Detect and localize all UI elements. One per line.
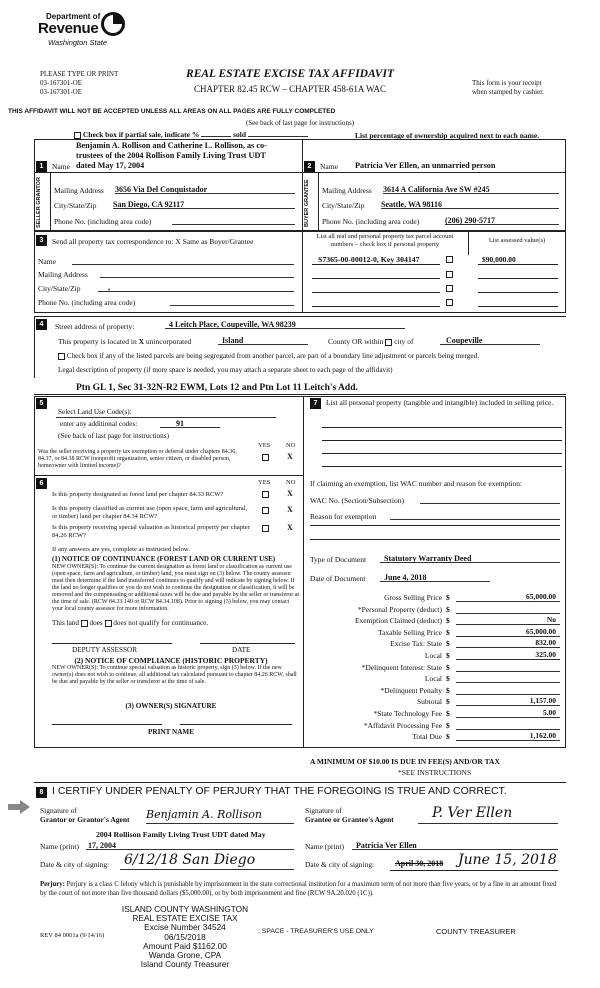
does-checkbox[interactable] [81,620,88,627]
notice-continuance-title: (1) NOTICE OF CONTINUANCE (FOREST LAND OR CURRENT USE) [52,555,276,563]
does-not-checkbox[interactable] [105,620,112,627]
doc-type[interactable]: Statutory Warranty Deed [380,554,560,563]
grantor-sig-label-1: Signature of [40,806,77,815]
please-type: PLEASE TYPE OR PRINT [40,70,119,78]
tax-row-currency: $ [446,616,450,626]
tax-row [306,662,564,674]
seller-side-label: SELLER GRANTOR [36,177,42,229]
tax-row [306,592,564,604]
tax-row [306,708,564,720]
section-8-number: 8 [36,787,47,798]
grantor-print-line-1: 2004 Rollison Family Living Trust UDT dated May [96,830,266,839]
stamp-line-1: ISLAND COUNTY WASHINGTON [121,904,249,914]
assessed-header: List assessed value(s) [488,237,546,244]
s3-name-label: Name [38,257,56,266]
stamp-line-2: REAL ESTATE EXCISE TAX [132,913,238,924]
tax-row-label: *State Technology Fee [373,708,442,718]
doc-date-label: Date of Document [310,574,366,583]
grantor-print-line-2[interactable]: 17, 2004 [86,841,294,850]
legal-label: Legal description of property (if more space is needed, you may attach a separate sheet to each page of the affidavit) [58,366,393,374]
tax-row-currency: $ [446,650,450,660]
section-5-number: 5 [36,398,47,409]
parcel-header: List all real and personal property tax parcel account numbers – check box if personal property [316,233,454,248]
exemption-claim-label: If claiming an exemption, list WAC number and reason for exemption: [310,479,523,488]
s5-no-header: NO [286,442,296,449]
if-yes-note: If any answers are yes, complete as instructed below. [52,546,190,553]
county-field[interactable]: Island [218,336,308,345]
tax-row-label: *Personal Property (deduct) [357,604,442,614]
historic-yes-checkbox[interactable] [262,525,269,532]
seller-mailing-label: Mailing Address [54,186,104,195]
tax-row-value[interactable] [456,685,560,695]
additional-code[interactable]: 91 [160,419,220,428]
stamp-line-7: Island County Treasurer [140,959,230,970]
buyer-mailing-address[interactable]: 3614 A California Ave SW #245 [383,185,559,194]
does-label: does [89,619,103,627]
buyer-city-label: City/State/Zip [322,201,365,210]
forest-no-answer[interactable]: X [287,489,293,498]
tax-row-value[interactable]: 65,000.00 [456,592,560,602]
treasurer-stamp [110,905,260,969]
tax-row-label: Total Due [412,732,442,742]
warning-banner: THIS AFFIDAVIT WILL NOT BE ACCEPTED UNLESS ALL AREAS ON ALL PAGES ARE FULLY COMPLETED [8,108,336,115]
tax-row-label: Local [424,674,442,684]
tax-row-value[interactable]: 1,157.00 [456,696,560,706]
tax-row-label: *Affidavit Processing Fee [363,720,442,730]
exemption-yes-checkbox[interactable] [262,454,269,461]
seller-name-line-1: Benjamin A. Rollison and Catherine L. Rollison, as co- [76,141,267,150]
doc-type-label: Type of Document [310,555,367,564]
notice-compliance-body: NEW OWNER(S): To continue special valuation as historic property, sign (3) below. If the new owner(s) does not wish to continue, all additional tax calculated pursuant to chapter 84.26 RCW, shall be due and payable by the seller or transferor at the time of sale. [52,665,297,685]
seller-phone-label: Phone No. (including area code) [54,217,152,226]
tax-row-label: Excise Tax: State [390,639,442,649]
tax-row-value[interactable] [456,720,560,730]
land-use-label: Select Land Use Code(s): [58,408,132,416]
unincorporated-mark[interactable]: X [138,337,145,346]
tax-row-currency: $ [446,662,450,672]
tax-row-label: *Delinquent Penalty [380,685,442,695]
tax-row-value[interactable]: 65,000.00 [456,627,560,637]
tax-row-value[interactable]: 5.00 [456,708,560,718]
receipt-note-2: when stamped by cashier. [472,88,544,96]
tax-row-currency: $ [446,639,450,649]
seller-city-label: City/State/Zip [54,201,97,210]
tax-row [306,673,564,685]
historic-question: Is this property receiving special valuation as historical property per chapter 84.26 RCW? [52,524,250,539]
percent-ownership-note: List percentage of ownership acquired next to each name. [355,131,540,140]
tax-row-value[interactable]: 832.00 [456,638,560,648]
grantee-date-struck: April 30, 2018 [395,859,444,868]
located-row [58,337,191,346]
parcel-number: S7365-00-00012-0, Key 304147 [318,255,420,264]
s6-yes-header: YES [258,479,271,486]
parcel-1-personal-checkbox[interactable] [446,256,453,263]
this-land-label: This land [52,619,79,627]
tax-row-label: *Delinquent Interest: State [361,662,442,672]
dept-of-text: Department of [46,12,101,21]
s3-phone-label: Phone No. (including area code) [38,298,136,307]
seller-phone[interactable] [172,216,295,225]
forest-yes-checkbox[interactable] [262,491,269,498]
section-2-number: 2 [304,161,315,172]
tax-row [306,685,564,697]
wac-field[interactable] [420,495,560,504]
personal-property-label: List all personal property (tangible and intangible) included in selling price. [326,398,554,407]
street-label: Street address of property: [55,322,135,331]
s3-phone-field[interactable] [170,297,294,306]
segregated-checkbox[interactable] [58,353,65,360]
s3-mailing-field[interactable] [100,269,294,278]
perjury-text: Perjury is a class C felony which is punishable by imprisonment in the state correctional institution for a maximum term of not more than five years, or by a fine in an amount fixed by the court of not more than five thousand dollars ($5,000.00), or by both imprisonment and fine (RCW 9A.20.020 (1C)). [40,881,557,897]
same-as-buyer-option[interactable]: X Same as Buyer/Grantee [175,237,254,246]
county-label [328,337,414,346]
tax-row [306,696,564,708]
segregated-row [58,352,479,360]
owner-signature-label: (3) OWNER(S) SIGNATURE [125,702,217,710]
legal-description: Ptn GL 1, Sec 31-32N-R2 EWM, Lots 12 and Ptn Lot 11 Leitch's Add. [76,383,358,393]
doc-date[interactable]: June 4, 2018 [380,573,490,582]
seller-name-label: Name [52,162,70,171]
tax-row-value[interactable]: 325.00 [456,650,560,660]
deputy-date-label: DATE [232,646,251,654]
buyer-side-label: BUYER GRANTEE [304,179,310,227]
sold-label: sold [233,130,247,139]
tax-row-label: Gross Selling Price [384,593,442,602]
tax-table [306,592,564,743]
tax-row-value[interactable]: 1,162.00 [456,731,560,741]
grantee-sig-label-2: Grantee or Grantee's Agent [305,815,394,824]
current-use-question: Is this property classified as current use (open space, farm and agricultural, or timber) land per chapter 84.34 RCW? [52,505,248,520]
dept-logo [38,10,128,56]
tax-row [306,720,564,732]
tax-row-currency: $ [446,720,450,730]
s3-mailing-label: Mailing Address [38,270,88,279]
grantee-print-name[interactable]: Patricia Ver Ellen [352,841,558,850]
s3-name-field[interactable] [72,256,294,265]
notice-continuance-body: NEW OWNER(S): To continue the current designation as forest land or classification as current use (open space, farm and agriculture, or timber) land, you must sign on (3) below. The county assessor must then determine if the land transferred continues to qualify and will indicate by signing below. If the land no longer qualifies or you do not wish to continue the designation or classification, it will be removed and the compensating or additional taxes will be due and payable by the seller or transferor at the time of sale. (RCW 84.33.140 or RCW 84.34.108). Prior to signing (3) below, you may contact your local county assessor for more information. [52,564,300,612]
tax-row-currency: $ [446,627,450,637]
reason-label: Reason for exemption [310,512,377,521]
form-number-2: 03-167301-OE [40,88,82,96]
tax-row-currency: $ [446,685,450,695]
additional-codes-label: enter any additional codes: [60,420,138,428]
parcel-2-personal-checkbox[interactable] [446,271,453,278]
tax-row-label: Subtotal [416,697,442,707]
s3-city-field[interactable]: , [98,283,294,292]
grantor-name-print-label: Name (print) [40,842,79,851]
reason-field[interactable] [390,511,560,520]
segregated-text: Check box if any of the listed parcels are being segregated from another parcel, are part of a boundary line adjustment or parcels being merged. [66,352,479,360]
buyer-name-label: Name [320,162,338,171]
grantee-signature[interactable]: P. Ver Ellen [418,805,558,824]
stamp-line-3: Excise Number 34524 [144,922,226,933]
send-correspondence-row [52,237,253,246]
grantee-date-city[interactable]: June 15, 2018 [458,852,557,868]
grantee-name-print-label: Name (print) [305,842,344,851]
tax-row-label: Taxable Selling Price [377,627,442,637]
buyer-name: Patricia Ver Ellen, an unmarried person [355,161,496,170]
perjury-notice [40,881,562,898]
tax-row [306,604,564,616]
unincorporated-label: unincorporated [145,337,192,346]
tax-row [306,615,564,627]
chapter-reference: CHAPTER 82.45 RCW – CHAPTER 458-61A WAC [194,84,386,94]
city-of-label: city of [394,337,414,346]
assessed-value: $90,000.00 [482,255,516,264]
wac-label: WAC No. (Section/Subsection) [310,496,404,505]
tax-row [306,627,564,639]
county-treasurer-label: COUNTY TREASURER [436,927,516,936]
street-address[interactable]: 4 Leitch Place, Coupeville, WA 98239 [165,320,405,329]
seller-name-line-3: dated May 17, 2004 [76,161,145,170]
tax-row-label: Local [424,650,442,660]
section-3-number: 3 [36,235,47,246]
tax-row-value[interactable]: No [456,615,560,625]
exemption-no-answer[interactable]: X [287,452,293,461]
forest-land-question: Is this property designated as forest land per chapter 84.33 RCW? [52,491,224,498]
arrow-pointer-icon [6,799,32,815]
seller-city-state-zip[interactable]: San Diego, CA 92117 [113,200,295,209]
receipt-note-1: This form is your receipt [472,79,542,87]
partial-sale-label: Check box if partial sale, indicate % [82,130,200,139]
city-of-checkbox[interactable] [385,339,392,346]
grantor-sig-label-2: Grantor or Grantor's Agent [40,815,130,824]
grantor-signature[interactable]: Benjamin A. Rollison [146,808,294,824]
notice-compliance-title: (2) NOTICE OF COMPLIANCE (HISTORIC PROPERTY) [74,656,268,665]
tax-row [306,731,564,743]
parcel-4-personal-checkbox[interactable] [446,299,453,306]
tax-row-currency: $ [446,593,450,602]
tax-row-value[interactable] [456,662,560,672]
tax-row-currency: $ [446,604,450,614]
stamp-line-5: Amount Paid $1162.00 [143,940,227,951]
form-number-1: 03-167301-OE [40,79,82,87]
current-use-no-answer[interactable]: X [287,505,293,514]
s5-see-back: (See back of last page for instructions) [58,432,169,440]
city-field[interactable]: Coupeville [440,336,540,345]
tax-row-label: Exemption Claimed (deduct) [354,616,442,626]
see-back-instructions: (See back of last page for instructions) [245,119,355,127]
page-title: REAL ESTATE EXCISE TAX AFFIDAVIT [186,68,394,80]
grantee-sig-label-1: Signature of [305,806,342,815]
send-correspondence-label: Send all property tax correspondence to: [52,237,174,246]
exemption-question: Was the seller receiving a property tax exemption or deferral under chapters 84.36, 84.37, or 84.38 RCW (nonprofit organization, senior citizen, or disabled person, homeowner with limited income)? [38,449,237,469]
tax-row-currency: $ [446,697,450,707]
s3-city-label: City/State/Zip [38,284,81,293]
perjury-label: Perjury: [40,881,65,888]
historic-no-answer[interactable]: X [287,523,293,532]
revenue-logo-icon [100,11,126,37]
buyer-phone-label: Phone No. (including area code) [322,217,420,226]
treasurer-use-only: ; SPACE - TREASURER'S USE ONLY [258,928,374,935]
s6-no-header: NO [286,479,296,486]
stamp-line-4: 06/15/2018 [164,931,206,942]
see-instructions-note: *SEE INSTRUCTIONS [398,768,472,777]
print-name-label: PRINT NAME [148,728,194,736]
tax-row-currency: $ [446,732,450,742]
buyer-phone[interactable]: (206) 290-5717 [445,216,559,225]
partial-sale-row [74,130,308,139]
section-6-number: 6 [36,478,47,489]
located-label: This property is located in [58,337,137,346]
land-qualify-row [52,619,208,627]
tax-row [306,638,564,650]
tax-row [306,650,564,662]
grantor-date-city-label: Date & city of signing: [40,860,110,869]
minimum-due-note: A MINIMUM OF $10.00 IS DUE IN FEE(S) AND/OR TAX [310,757,500,766]
tax-row-currency: $ [446,708,450,718]
partial-sale-checkbox[interactable] [74,132,81,139]
stamp-line-6: Wanda Grone, CPA [148,950,222,961]
buyer-city-state-zip[interactable]: Seattle, WA 98116 [381,200,559,209]
grantee-date-city-label: Date & city of signing: [305,860,375,869]
does-not-label: does not qualify for continuance. [113,619,209,627]
parcel-3-personal-checkbox[interactable] [446,285,453,292]
deputy-assessor-label: DEPUTY ASSESSOR [72,646,138,654]
buyer-mailing-label: Mailing Address [322,186,372,195]
section-7-number: 7 [310,398,321,409]
county-or-within: County OR within [328,337,384,346]
form-revision: REV 84 0001a (9/14/16) [40,932,105,939]
grantor-date-city[interactable]: 6/12/18 San Diego [120,852,294,870]
tax-row-currency: $ [446,674,450,684]
s5-yes-header: YES [258,442,271,449]
certify-statement: I CERTIFY UNDER PENALTY OF PERJURY THAT THE FOREGOING IS TRUE AND CORRECT. [52,785,507,797]
seller-name-line-2: trustees of the 2004 Rollison Family Living Trust UDT [76,151,266,160]
washington-state-text: Washington State [48,38,108,47]
section-1-number: 1 [36,161,47,172]
current-use-yes-checkbox[interactable] [262,507,269,514]
seller-mailing-address[interactable]: 3656 Via Del Conquistador [115,185,295,194]
tax-row-value[interactable] [456,673,560,683]
section-4-number: 4 [36,319,47,330]
tax-row-value[interactable] [456,604,560,614]
revenue-text: Revenue [38,20,99,37]
